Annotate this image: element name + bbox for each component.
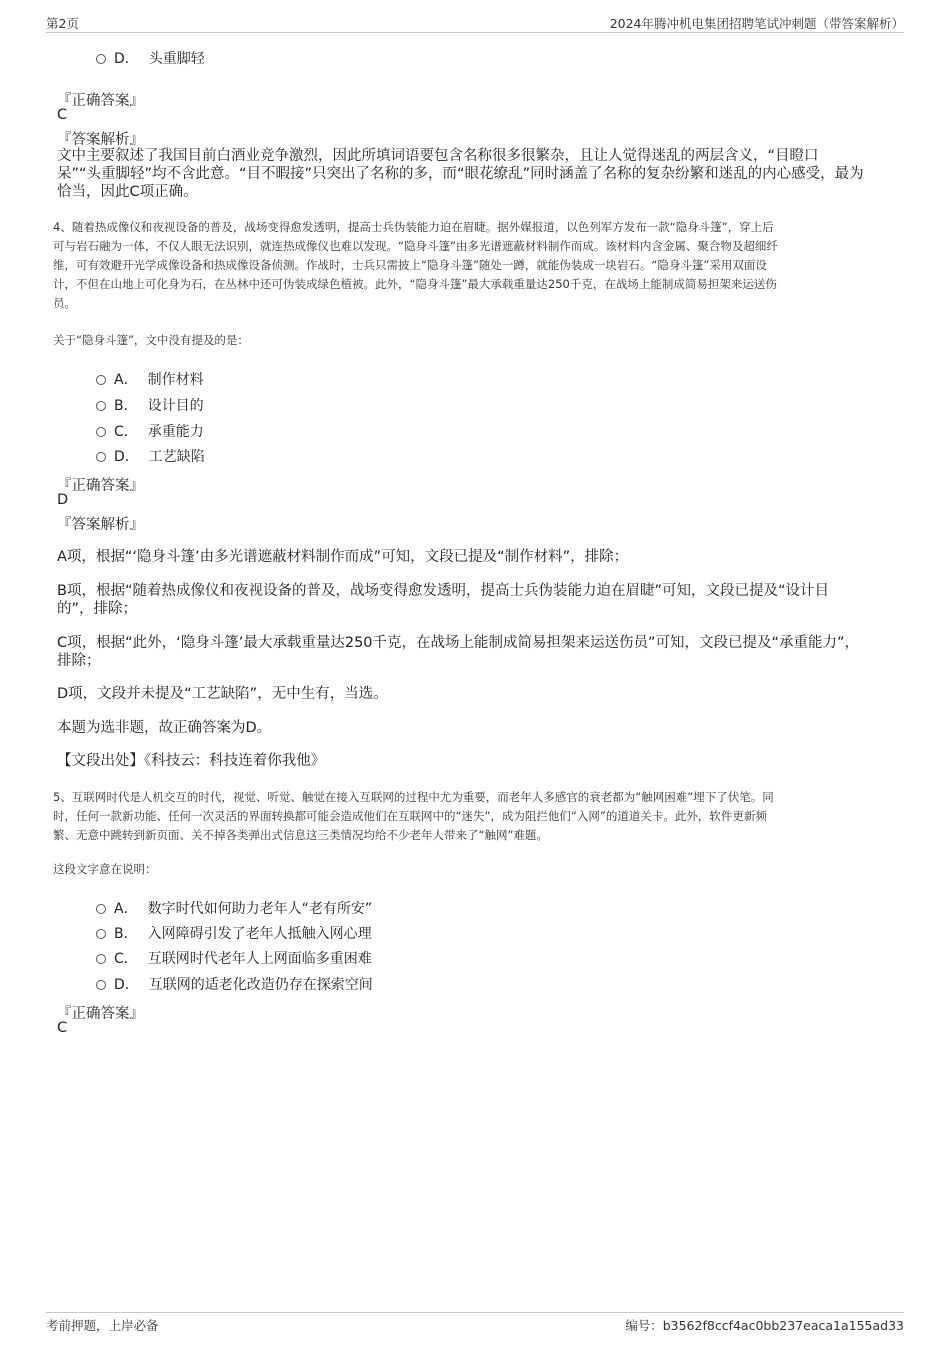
answer-label: 『正确答案』	[57, 478, 144, 494]
option-c[interactable]: C． 互联网时代老年人上网面临多重困难	[96, 948, 372, 968]
answer-label: 『正确答案』	[57, 1006, 144, 1022]
page-header	[46, 14, 904, 33]
analysis-a: A项，根据“‘隐身斗篷’由多光谱遮蔽材料制作而成”可知，文段已提及“制作材料”，排除；	[57, 549, 629, 565]
analysis-conclusion: 本题为选非题，故正确答案为D。	[57, 720, 272, 736]
analysis-label: 『答案解析』	[57, 517, 144, 533]
document-title: 2024年腾冲机电集团招聘笔试冲刺题（带答案解析）	[609, 16, 904, 31]
option-b[interactable]: B． 设计目的	[96, 395, 204, 415]
analysis-label: 『答案解析』	[57, 132, 144, 148]
option-b[interactable]: B． 入网障碍引发了老年人抵触入网心理	[96, 923, 372, 943]
option-d[interactable]: D． 互联网的适老化改造仍存在探索空间	[96, 974, 373, 994]
answer-value: C	[57, 1020, 68, 1036]
question-passage: 4、随着热成像仪和夜视设备的普及，战场变得愈发透明，提高士兵伪装能力迫在眉睫。据外媒报道，以色列军方发布一款“隐身斗篷”，穿上后 可与岩石融为一体，不仅人眼无法识别，就连热成像仪也难以发现。“隐身斗篷”由多光谱遮蔽材料制作而成。该材料内含金属、聚合物及超细纤 维，可有效避开光学成像设备和热成像设备侦测。作战时，士兵只需披上“隐身斗篷”随处一蹲，就能伪装成一块岩石。“隐身斗篷”采用双面设 计，不但在山地上可化身为石，在丛林中还可伪装成绿色植被。此外，“隐身斗篷”最大承载重量达250千克，在战场上能制成简易担架来运送伤 员。	[53, 220, 778, 310]
radio-icon[interactable]	[96, 904, 106, 914]
radio-icon[interactable]	[96, 929, 106, 939]
radio-icon[interactable]	[96, 980, 106, 990]
question-stem: 这段文字意在说明：	[53, 862, 157, 876]
question-passage: 5、互联网时代是人机交互的时代，视觉、听觉、触觉在接入互联网的过程中尤为重要，而老年人多感官的衰老都为“触网困难”埋下了伏笔。同 时，任何一款新功能、任何一次灵活的界面转换都可能会造成他们在互联网中的“迷失”，成为阻拦他们“入网”的道道关卡。此外，软件更新频 繁、无意中跳转到新页面、关不掉各类弹出式信息这三类情况均给不少老年人带来了“触网”难题。	[53, 790, 774, 842]
radio-icon[interactable]	[96, 401, 106, 411]
answer-value: D	[57, 492, 69, 508]
option-a[interactable]: A． 数字时代如何助力老年人“老有所安”	[96, 898, 372, 918]
analysis-text: 文中主要叙述了我国目前白酒业竞争激烈，因此所填词语要包含名称很多很繁杂，且让人觉得迷乱的两层含义，“目瞪口 呆”“头重脚轻”均不含此意。“目不暇接”只突出了名称的多，而“眼花缭乱”同时涵盖了名称的复杂纷繁和迷乱的内心感受，最为 恰当，因此C项正确。	[57, 148, 864, 200]
option-c[interactable]: C． 承重能力	[96, 421, 204, 441]
analysis-source: 【文段出处】《科技云：科技连着你我他》	[57, 753, 326, 769]
answer-value: C	[57, 107, 68, 123]
radio-icon[interactable]	[96, 452, 106, 462]
radio-icon[interactable]	[96, 375, 106, 385]
option-d[interactable]: D． 头重脚轻	[96, 48, 205, 68]
analysis-d: D项，文段并未提及“工艺缺陷”，无中生有，当选。	[57, 686, 388, 702]
radio-icon[interactable]	[96, 954, 106, 964]
document-id: 编号：b3562f8ccf4ac0bb237eaca1a155ad33	[625, 1318, 904, 1333]
option-d[interactable]: D． 工艺缺陷	[96, 446, 205, 466]
question-stem: 关于“隐身斗篷”，文中没有提及的是：	[53, 333, 249, 347]
option-a[interactable]: A． 制作材料	[96, 369, 204, 389]
answer-label: 『正确答案』	[57, 93, 144, 109]
analysis-b: B项，根据“随着热成像仪和夜视设备的普及，战场变得愈发透明，提高士兵伪装能力迫在眉睫”可知，文段已提及“设计目 的”，排除；	[57, 583, 829, 617]
radio-icon[interactable]	[96, 427, 106, 437]
footer-slogan: 考前押题，上岸必备	[46, 1318, 159, 1333]
page-footer	[46, 1312, 904, 1335]
page-number: 第2页	[46, 16, 79, 31]
radio-icon[interactable]	[96, 54, 106, 64]
analysis-c: C项，根据“此外，‘隐身斗篷’最大承载重量达250千克，在战场上能制成简易担架来运送伤员”可知，文段已提及“承重能力”， 排除；	[57, 635, 860, 669]
